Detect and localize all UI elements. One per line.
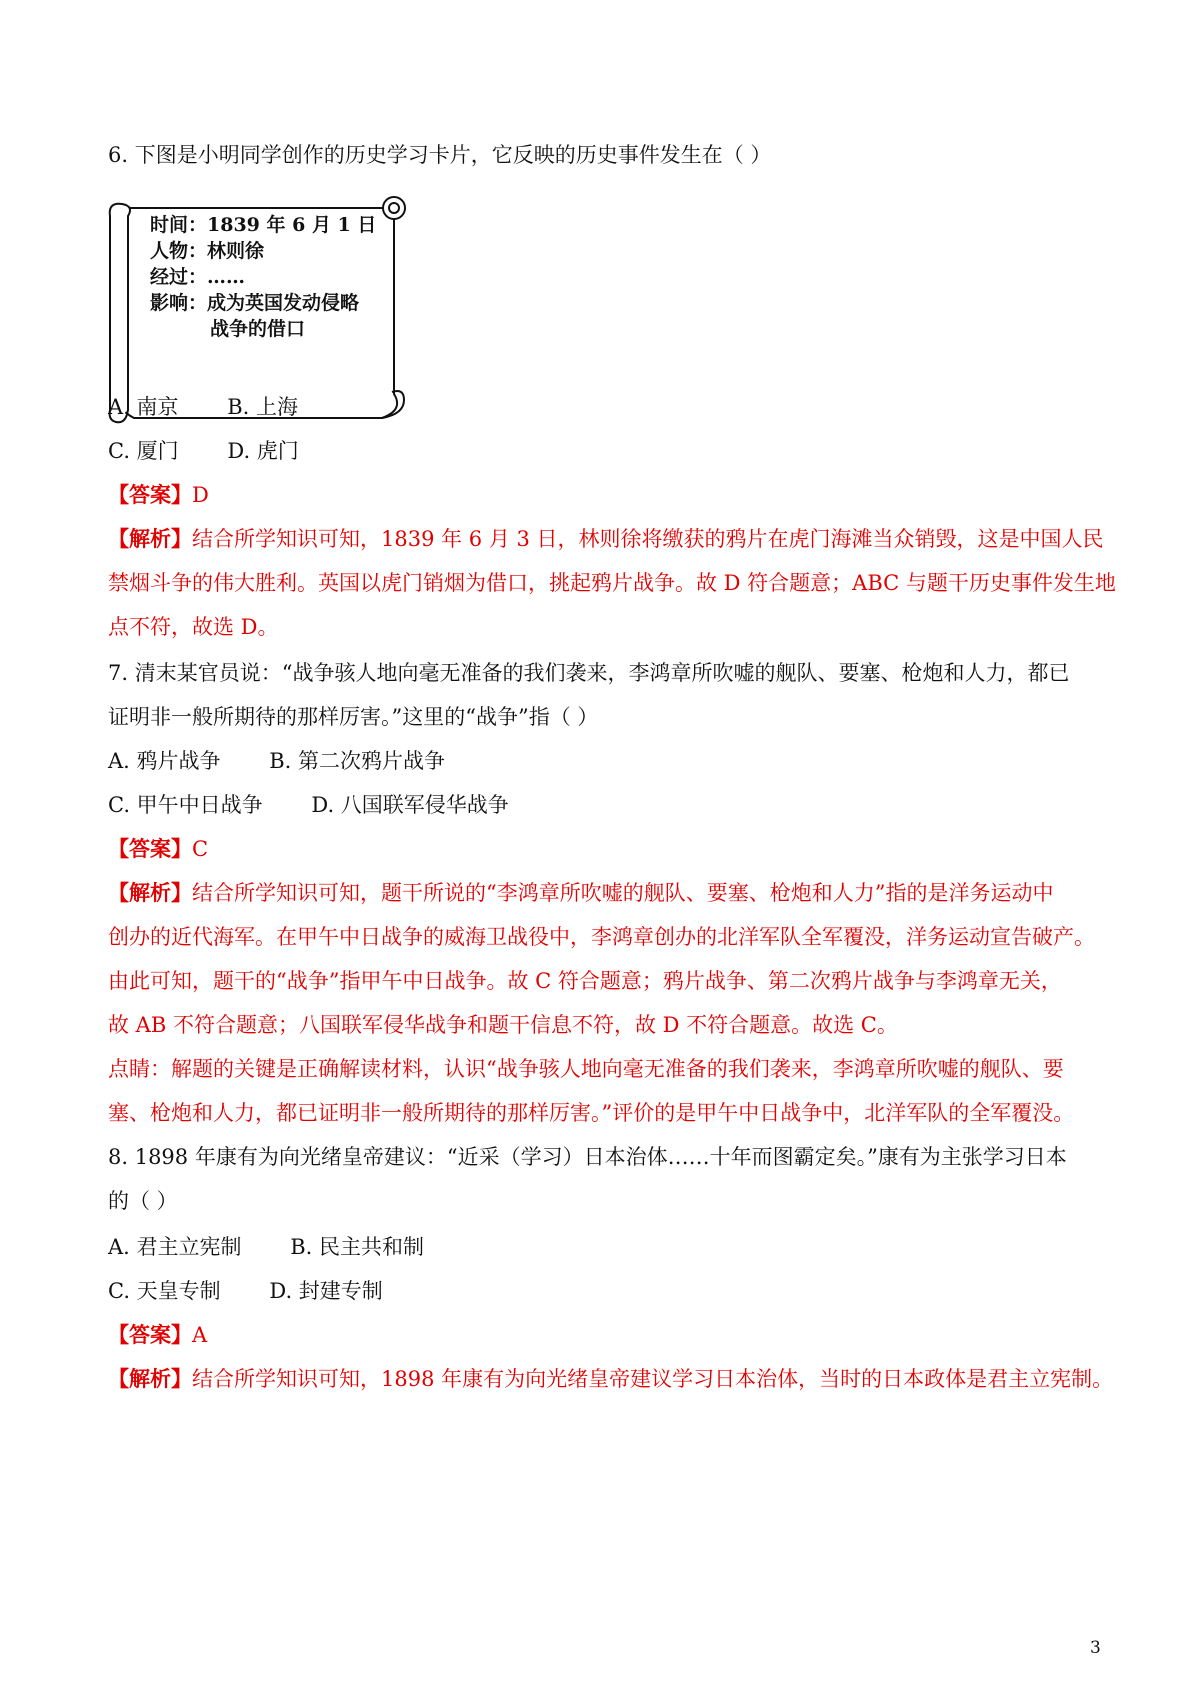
q7-stem-line2: 证明非一般所期待的那样厉害。”这里的“战争”指（ ） <box>108 705 599 729</box>
q8-stem-line1: 8. 1898 年康有为向光绪皇帝建议：“近采（学习）日本治体……十年而图霸定矣。”康有为主张学习日本 <box>108 1145 1067 1169</box>
q8-option-d: D. 封建专制 <box>269 1279 383 1303</box>
answer-tag: 【答案】 <box>108 1322 192 1347</box>
q7-analysis-line2: 创办的近代海军。在甲午中日战争的威海卫战役中，李鸿章创办的北洋军队全军覆没，洋务运动宣告破产。 <box>108 925 1095 949</box>
q7-option-c: C. 甲午中日战争 <box>108 793 263 817</box>
card-line-person: 人物：林则徐 <box>150 240 265 262</box>
q6-options-row1 <box>108 392 298 422</box>
q8-option-b: B. 民主共和制 <box>290 1235 425 1259</box>
q7-stem-line1: 7. 清末某官员说：“战争骇人地向毫无准备的我们袭来，李鸿章所吹嘘的舰队、要塞、枪炮和人力，都已 <box>108 661 1070 685</box>
q6-analysis-line1: 【解析】结合所学知识可知，1839 年 6 月 3 日，林则徐将缴获的鸦片在虎门海滩当众销毁，这是中国人民 <box>108 526 1104 551</box>
answer-tag: 【答案】 <box>108 836 192 861</box>
card-line-process: 经过：…… <box>150 266 246 288</box>
q7-option-b: B. 第二次鸦片战争 <box>269 749 446 773</box>
q6-analysis-line2: 禁烟斗争的伟大胜利。英国以虎门销烟为借口，挑起鸦片战争。故 D 符合题意；ABC 与题干历史事件发生地 <box>108 571 1116 595</box>
q8-analysis-line1: 【解析】结合所学知识可知，1898 年康有为向光绪皇帝建议学习日本治体，当时的日本政体是君主立宪制。 <box>108 1366 1114 1391</box>
analysis-tag: 【解析】 <box>108 526 192 551</box>
card-line-time: 时间：1839 年 6 月 1 日 <box>150 214 377 236</box>
q8-answer <box>108 1320 207 1350</box>
q7-option-d: D. 八国联军侵华战争 <box>311 793 509 817</box>
q7-analysis-line3: 由此可知，题干的“战争”指甲午中日战争。故 C 符合题意；鸦片战争、第二次鸦片战争与李鸿章无关， <box>108 969 1062 993</box>
q7-tip-line1: 点睛：解题的关键是正确解读材料，认识“战争骇人地向毫无准备的我们袭来，李鸿章所吹嘘的舰队、要 <box>108 1057 1064 1081</box>
answer-value: C <box>192 837 209 861</box>
q6-option-a: A. 南京 <box>108 395 179 419</box>
q6-option-b: B. 上海 <box>227 395 299 419</box>
page-number: 3 <box>1090 1638 1101 1658</box>
q7-option-a: A. 鸦片战争 <box>108 749 221 773</box>
analysis-tag: 【解析】 <box>108 880 192 905</box>
q8-option-a: A. 君主立宪制 <box>108 1235 242 1259</box>
q7-analysis-line1: 【解析】结合所学知识可知，题干所说的“李鸿章所吹嘘的舰队、要塞、枪炮和人力”指的是洋务运动中 <box>108 880 1054 905</box>
q7-options-row1 <box>108 746 445 776</box>
analysis-tag: 【解析】 <box>108 1366 192 1391</box>
q7-tip-line2: 塞、枪炮和人力，都已证明非一般所期待的那样厉害。”评价的是甲午中日战争中，北洋军队的全军覆没。 <box>108 1101 1075 1125</box>
q7-analysis-line4: 故 AB 不符合题意；八国联军侵华战争和题干信息不符，故 D 不符合题意。故选 C。 <box>108 1013 898 1037</box>
card-line-impact: 影响：成为英国发动侵略 <box>150 292 360 314</box>
q8-stem-line2: 的（ ） <box>108 1189 178 1213</box>
answer-value: D <box>192 483 209 507</box>
q6-options-row2 <box>108 436 299 466</box>
q7-answer <box>108 834 208 864</box>
answer-tag: 【答案】 <box>108 482 192 507</box>
q6-answer <box>108 480 209 510</box>
answer-value: A <box>192 1323 208 1347</box>
q6-option-c: C. 厦门 <box>108 439 179 463</box>
q8-options-row1 <box>108 1232 424 1262</box>
card-line-impact-cont: 战争的借口 <box>210 318 306 340</box>
q6-analysis-line3: 点不符，故选 D。 <box>108 615 279 639</box>
q8-options-row2 <box>108 1276 383 1306</box>
q6-option-d: D. 虎门 <box>227 439 299 463</box>
q6-stem: 6. 下图是小明同学创作的历史学习卡片，它反映的历史事件发生在（ ） <box>108 143 772 167</box>
q7-options-row2 <box>108 790 509 820</box>
q8-option-c: C. 天皇专制 <box>108 1279 221 1303</box>
